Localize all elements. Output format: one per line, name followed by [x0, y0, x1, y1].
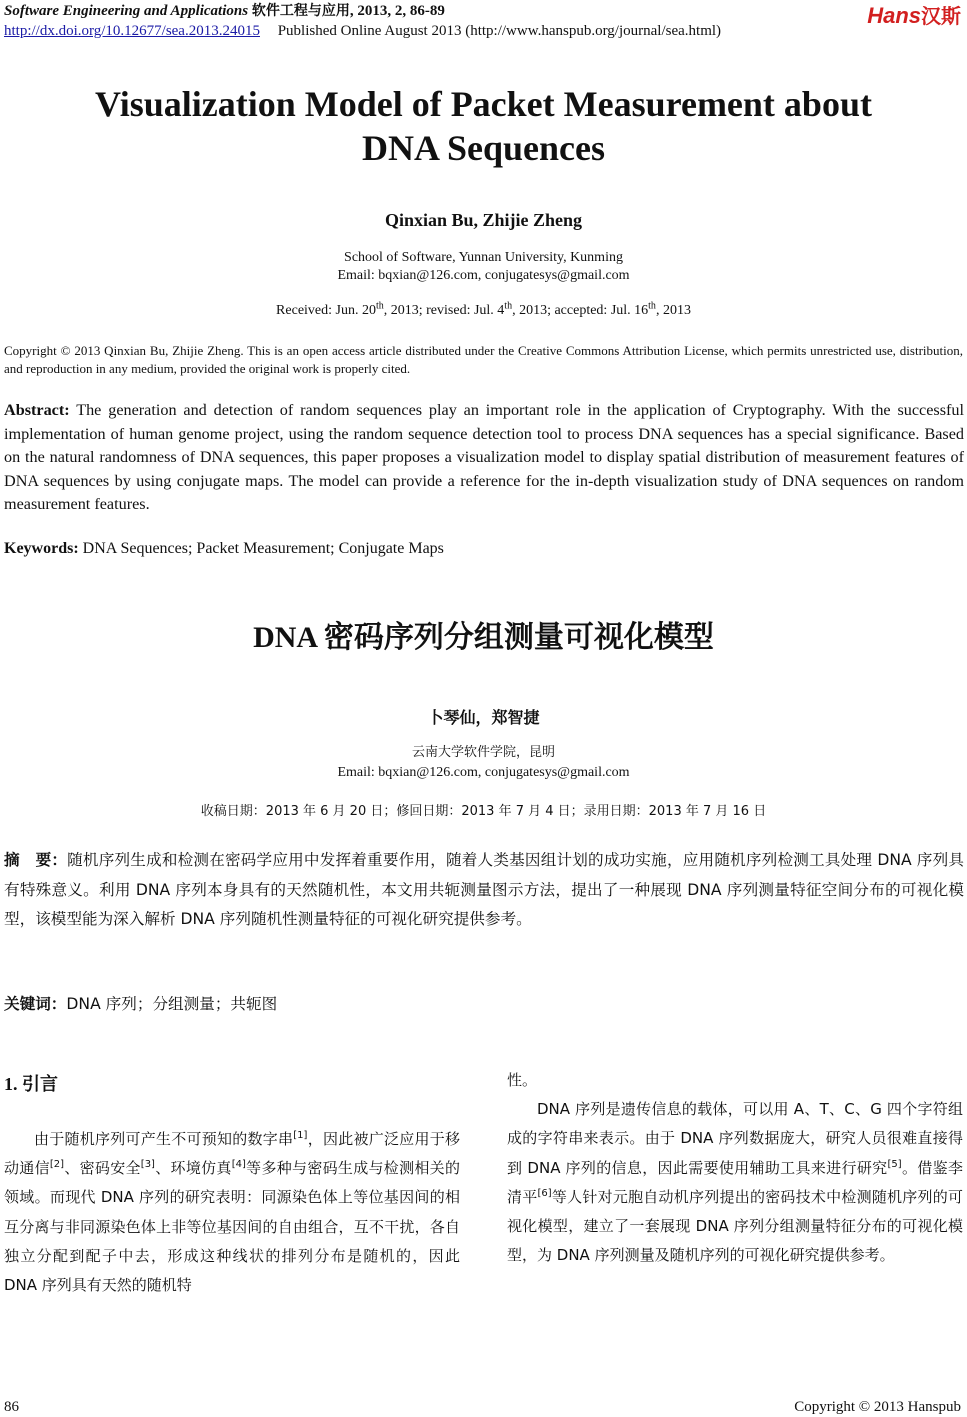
hanspub-logo	[867, 0, 961, 29]
citation-ref[interactable]: [4]	[231, 1159, 246, 1171]
citation-ref[interactable]: [3]	[140, 1159, 155, 1171]
date-sup: th	[648, 300, 656, 312]
paragraph	[507, 1095, 963, 1270]
date-sup: th	[504, 300, 513, 312]
journal-name-cn: 软件工程与应用	[251, 3, 350, 19]
keywords-label: Keywords:	[4, 540, 79, 557]
cn-affiliation-school: 云南大学软件学院，昆明	[411, 745, 555, 760]
citation-ref[interactable]: [1]	[293, 1130, 308, 1141]
abstract-cn	[4, 846, 964, 935]
date-received: Received: Jun. 20	[276, 303, 376, 318]
authors: Qinxian Bu, Zhijie Zheng	[384, 210, 583, 230]
date-year: , 2013	[655, 303, 691, 318]
affiliation-school: School of Software, Yunnan University, Kunming	[344, 250, 623, 265]
copyright-notice: Copyright © 2013 Qinxian Bu, Zhijie Zheng. This is an open access article distributed under the Creative Commons Attribution License, which permits unrestricted use, distribution, and reproduction in any medium, provided the original work is properly cited.	[4, 343, 963, 376]
doi-link[interactable]: http://dx.doi.org/10.12677/sea.2013.24015	[4, 23, 260, 39]
cn-affiliation-email: Email: bqxian@126.com, conjugatesys@gmail.com	[337, 765, 630, 780]
affiliation	[0, 249, 967, 285]
page-number: 86	[4, 1399, 19, 1415]
paper-title-line-1: Visualization Model of Packet Measurement about	[95, 84, 872, 124]
published-online: Published Online August 2013 (http://www.hanspub.org/journal/sea.html)	[277, 23, 722, 39]
section-heading	[4, 1070, 58, 1096]
date-sup: th	[375, 300, 384, 312]
body-column-left	[4, 1125, 460, 1300]
paper-title	[0, 82, 967, 170]
citation-ref[interactable]: [5]	[887, 1158, 902, 1170]
cn-keywords-label: 关键词：	[4, 995, 67, 1013]
abstract-en	[4, 399, 964, 517]
abstract-label: Abstract:	[4, 401, 70, 419]
logo-text-cn: 汉斯	[921, 4, 961, 28]
cn-keywords-text: DNA 序列；分组测量；共轭图	[66, 995, 278, 1013]
paragraph-continued: 性。	[507, 1071, 538, 1089]
cn-paper-title	[0, 612, 967, 656]
text-run: 等多种与密码生成与检测相关的领域。而现代 DNA 序列的研究表明：同源染色体上等位基因间的相互分离与非同源染色体上非等位基因间的自由组合，互不干扰，各自独立分配到配子中去，形成这种线状的排列分布是随机的，因此 DNA 序列具有天然的随机特	[4, 1159, 460, 1295]
doi-line	[4, 22, 721, 40]
logo-text-en: Hans	[867, 3, 921, 28]
keywords-cn	[4, 992, 277, 1014]
text-run: 由于随机序列可产生不可预知的数字串	[34, 1130, 294, 1148]
cn-title-dna: DNA	[253, 621, 324, 654]
paper-title-line-2: DNA Sequences	[361, 128, 606, 168]
cn-submission-dates: 收稿日期：2013 年 6 月 20 日；修回日期：2013 年 7 月 4 日；录用日期：2013 年 7 月 16 日	[200, 804, 767, 819]
keywords-en	[4, 540, 444, 558]
running-header	[4, 2, 445, 20]
cn-title-text: 密码序列分组测量可视化模型	[323, 620, 714, 655]
cn-abstract-label: 摘 要：	[4, 851, 68, 869]
date-accepted: , 2013; accepted: Jul. 16	[512, 303, 649, 318]
paragraph	[4, 1125, 460, 1300]
citation-ref[interactable]: [2]	[49, 1159, 65, 1171]
journal-name-en: Software Engineering and Applications	[4, 3, 249, 19]
keywords-text: DNA Sequences; Packet Measurement; Conjugate Maps	[78, 540, 444, 557]
citation-ref[interactable]: [6]	[537, 1187, 552, 1199]
text-run: 、密码安全	[64, 1159, 141, 1178]
cn-affiliation	[0, 743, 967, 783]
footer-copyright: Copyright © 2013 Hanspub	[794, 1399, 961, 1415]
journal-citation: , 2013, 2, 86-89	[349, 3, 445, 19]
section-title: 引言	[22, 1074, 58, 1095]
section-number: 1.	[4, 1074, 18, 1094]
text-run: ，因此被广泛应用于移动通信	[4, 1130, 460, 1178]
cn-abstract-text: 随机序列生成和检测在密码学应用中发挥着重要作用，随着人类基因组计划的成功实施，应用随机序列检测工具处理 DNA 序列具有特殊意义。利用 DNA 序列本身具有的天然随机性，本文用共轭测量图示方法，提出了一种展现 DNA 序列测量特征空间分布的可视化模型，该模型能为深入解析 DNA 序列随机性测量特征的可视化研究提供参考。	[4, 851, 964, 928]
affiliation-email: Email: bqxian@126.com, conjugatesys@gmail.com	[337, 268, 630, 283]
text-run: 。借鉴李清平	[507, 1158, 963, 1206]
text-run: 、环境仿真	[154, 1159, 232, 1178]
cn-authors: 卜琴仙，郑智捷	[427, 708, 540, 727]
text-run: DNA 序列是遗传信息的载体，可以用 A、T、C、G 四个字符组成的字符串来表示。由于 DNA 序列数据庞大，研究人员很难直接得到 DNA 序列的信息，因此需要使用辅助工具来进行研究	[507, 1100, 963, 1177]
text-run: 等人针对元胞自动机序列提出的密码技术中检测随机序列的可视化模型，建立了一套展现 DNA 序列分组测量特征分布的可视化模型，为 DNA 序列测量及随机序列的可视化研究提供参考。	[507, 1187, 963, 1265]
submission-dates	[0, 300, 967, 319]
date-revised: , 2013; revised: Jul. 4	[383, 303, 505, 318]
abstract-text: The generation and detection of random sequences play an important role in the application of Cryptography. With the successful implementation of human genome project, using the random sequence detection tool to process DNA sequences has a special significance. Based on the natural randomness of DNA sequences, this paper proposes a visualization model to display spatial distribution of measurement features of DNA sequences by using conjugate maps. The model can provide a reference for the in-depth visualization study of DNA sequences on random measurement features.	[4, 401, 964, 514]
body-column-right	[507, 1066, 963, 1270]
